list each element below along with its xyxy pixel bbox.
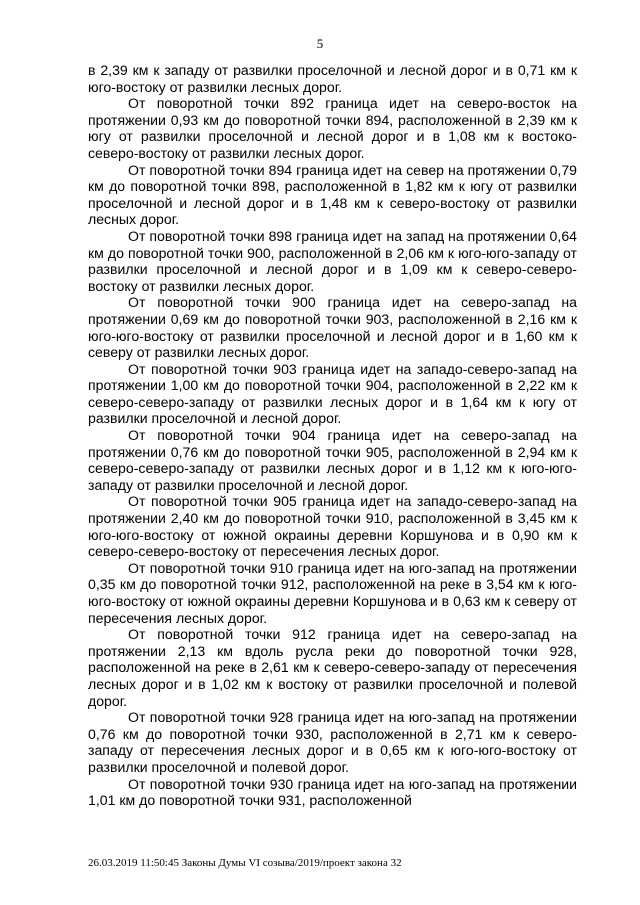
- paragraph: От поворотной точки 892 граница идет на северо-восток на протяжении 0,93 км до поворотной точки 894, расположенной в 2,39 км к югу от развилки проселочной и лесной дорог и в 1,08 км к востоко-северо-востоку от развилки лесных дорог.: [88, 95, 577, 161]
- document-footer: 26.03.2019 11:50:45 Законы Думы VI созыва/2019/проект закона 32: [88, 857, 402, 869]
- paragraph-continuation: в 2,39 км к западу от развилки проселочной и лесной дорог и в 0,71 км к юго-востоку от развилки лесных дорог.: [88, 62, 577, 95]
- paragraph: От поворотной точки 903 граница идет на западо-северо-запад на протяжении 1,00 км до поворотной точки 904, расположенной в 2,22 км к северо-северо-западу от развилки лесных дорог и в 1,64 км к югу от развилки проселочной и лесной дорог.: [88, 360, 577, 427]
- paragraph: От поворотной точки 930 граница идет на юго-запад на протяжении 1,01 км до поворотной точки 931, расположенной: [88, 775, 577, 809]
- paragraph: От поворотной точки 905 граница идет на западо-северо-запад на протяжении 2,40 км до поворотной точки 910, расположенной в 3,45 км к юго-юго-востоку от южной окраины деревни Коршунова и в 0,90 км к северо-северо-востоку от пересечения лесных дорог.: [88, 493, 577, 560]
- page-number: 5: [316, 36, 324, 51]
- document-body: [88, 62, 577, 809]
- paragraph: От поворотной точки 898 граница идет на запад на протяжении 0,64 км до поворотной точки 900, расположенной в 2,06 км к юго-юго-западу от развилки проселочной и лесной дорог и в 1,09 км к северо-северо-востоку от развилки лесных дорог.: [88, 227, 577, 294]
- paragraph: От поворотной точки 904 граница идет на северо-запад на протяжении 0,76 км до поворотной точки 905, расположенной в 2,94 км к северо-северо-западу от развилки лесных дорог и в 1,12 км к юго-юго-западу от развилки проселочной и лесной дорог.: [88, 427, 577, 493]
- paragraph: От поворотной точки 900 граница идет на северо-запад на протяжении 0,69 км до поворотной точки 903, расположенной в 2,16 км к юго-юго-востоку от развилки проселочной и лесной дорог и в 1,60 км к северу от развилки лесных дорог.: [88, 294, 577, 361]
- paragraph: От поворотной точки 928 граница идет на юго-запад на протяжении 0,76 км до поворотной точки 930, расположенной в 2,71 км к северо-западу от пересечения лесных дорог и в 0,65 км к юго-юго-востоку от развилки проселочной и полевой дорог.: [88, 709, 577, 775]
- paragraph: От поворотной точки 910 граница идет на юго-запад на протяжении 0,35 км до поворотной точки 912, расположенной на реке в 3,54 км к юго-юго-востоку от южной окраины деревни Коршунова и в 0,63 км к северу от пересечения лесных дорог.: [88, 559, 577, 626]
- paragraph: От поворотной точки 912 граница идет на северо-запад на протяжении 2,13 км вдоль русла реки до поворотной точки 928, расположенной на реке в 2,61 км к северо-северо-западу от пересечения лесных дорог и в 1,02 км к востоку от развилки проселочной и полевой дорог.: [88, 626, 577, 709]
- paragraph: От поворотной точки 894 граница идет на север на протяжении 0,79 км до поворотной точки 898, расположенной в 1,82 км к югу от развилки проселочной и лесной дорог и в 1,48 км к северо-востоку от развилки лесных дорог.: [88, 161, 577, 228]
